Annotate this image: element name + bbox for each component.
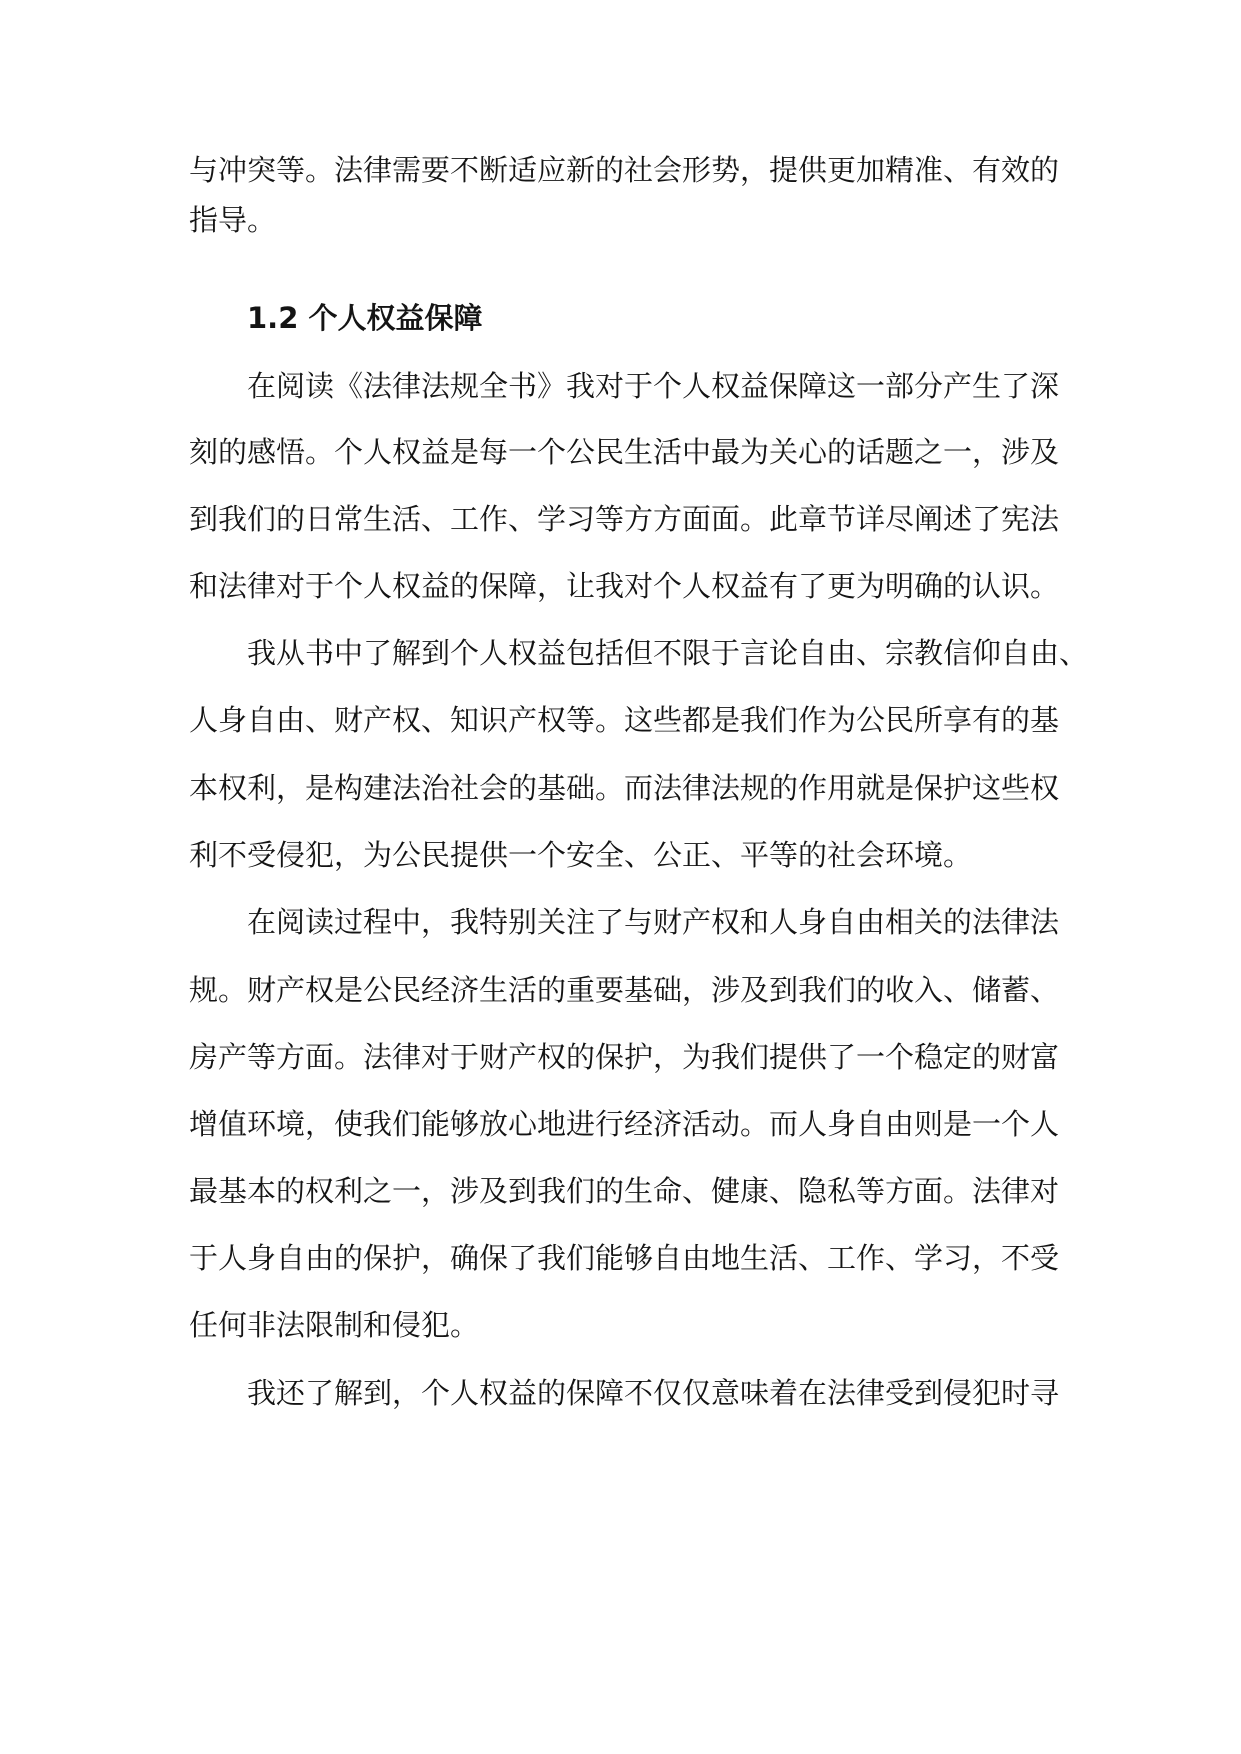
paragraph-line: 本权利，是构建法治社会的基础。而法律法规的作用就是保护这些权 xyxy=(189,771,1060,805)
paragraph-line: 利不受侵犯，为公民提供一个安全、公正、平等的社会环境。 xyxy=(189,838,973,872)
paragraph-line: 规。财产权是公民经济生活的重要基础，涉及到我们的收入、储蓄、 xyxy=(189,973,1060,1007)
section-heading: 1.2 个人权益保障 xyxy=(247,301,483,335)
paragraph-line: 人身自由、财产权、知识产权等。这些都是我们作为公民所享有的基 xyxy=(189,703,1060,737)
paragraph-line: 于人身自由的保护，确保了我们能够自由地生活、工作、学习，不受 xyxy=(189,1241,1060,1275)
paragraph-line: 与冲突等。法律需要不断适应新的社会形势，提供更加精准、有效的 xyxy=(189,153,1060,187)
paragraph-line: 指导。 xyxy=(189,203,277,237)
paragraph-line: 最基本的权利之一，涉及到我们的生命、健康、隐私等方面。法律对 xyxy=(189,1174,1060,1208)
paragraph-line: 房产等方面。法律对于财产权的保护，为我们提供了一个稳定的财富 xyxy=(189,1040,1060,1074)
paragraph-line: 我还了解到，个人权益的保障不仅仅意味着在法律受到侵犯时寻 xyxy=(247,1376,1060,1410)
paragraph-line: 我从书中了解到个人权益包括但不限于言论自由、宗教信仰自由、 xyxy=(247,636,1089,670)
paragraph-line: 增值环境，使我们能够放心地进行经济活动。而人身自由则是一个人 xyxy=(189,1107,1060,1141)
paragraph-line: 和法律对于个人权益的保障，让我对个人权益有了更为明确的认识。 xyxy=(189,569,1060,603)
paragraph-line: 刻的感悟。个人权益是每一个公民生活中最为关心的话题之一，涉及 xyxy=(189,435,1060,469)
paragraph-line: 到我们的日常生活、工作、学习等方方面面。此章节详尽阐述了宪法 xyxy=(189,502,1060,536)
paragraph-line: 在阅读过程中，我特别关注了与财产权和人身自由相关的法律法 xyxy=(247,905,1060,939)
paragraph-line: 任何非法限制和侵犯。 xyxy=(189,1308,480,1342)
paragraph-line: 在阅读《法律法规全书》我对于个人权益保障这一部分产生了深 xyxy=(247,369,1060,403)
